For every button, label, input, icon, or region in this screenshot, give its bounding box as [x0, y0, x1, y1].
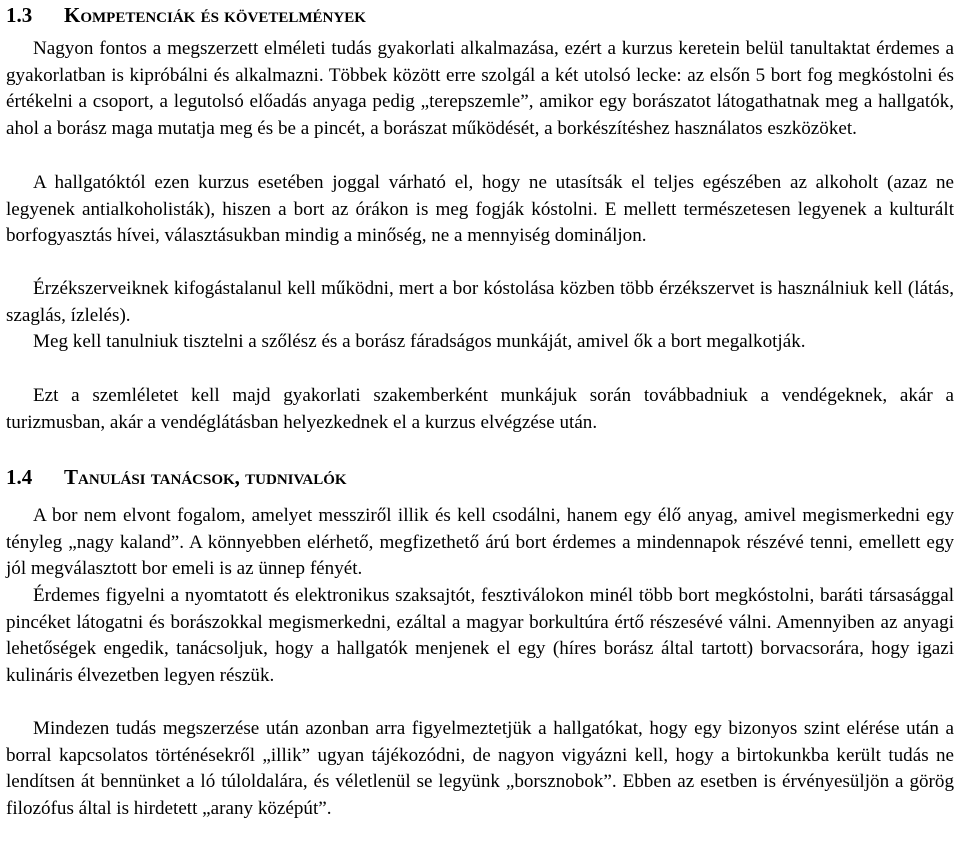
- paragraph: A bor nem elvont fogalom, amelyet messziről illik és kell csodálni, hanem egy élő anyag, amivel megismerkedni egy tényleg „nagy kaland”. A könnyebben elérhető, megfizethető árú bort érdemes a mindennapok részévé tenni, emellett egy jól megválasztott bor emeli is az ünnep fényét.: [6, 505, 954, 580]
- section-heading-1-4: [6, 465, 347, 489]
- section-title: Kompetenciák és követelmények: [64, 3, 366, 27]
- paragraph: Érzékszerveiknek kifogástalanul kell működni, mert a bor kóstolása közben több érzékszervet is használniuk kell (látás, szaglás, ízlelés).: [6, 278, 954, 326]
- paragraph: Meg kell tanulniuk tisztelni a szőlész és a borász fáradságos munkáját, amivel ők a bort megalkotják.: [33, 331, 806, 352]
- paragraph: Mindezen tudás megszerzése után azonban arra figyelmeztetjük a hallgatókat, hogy egy bizonyos szint elérése után a borral kapcsolatos történésekről „illik” ugyan tájékozódni, de nagyon vigyázni kell, hogy a birtokunkba került tudás ne lendítsen át bennünket a ló túloldalára, és véletlenül se legyünk „borsznobok”. Ebben az esetben is érvényesüljön a görög filozófus által is hirdetett „arany középút”.: [6, 718, 954, 820]
- section-title: Tanulási tanácsok, tudnivalók: [64, 465, 347, 489]
- paragraph: Érdemes figyelni a nyomtatott és elektronikus szaksajtót, fesztiválokon minél több bort megkóstolni, baráti társasággal pincéket látogatni és borászokkal megismerkedni, ezáltal a magyar borkultúra értő részesévé válni. Amennyiben az anyagi lehetőségek engedik, tanácsoljuk, hogy a hallgatók menjenek el egy (híres borász által tartott) borvacsorára, hogy igazi kulináris élvezetben legyen részük.: [6, 585, 954, 687]
- section-heading-1-3: [6, 3, 366, 27]
- paragraph: A hallgatóktól ezen kurzus esetében joggal várható el, hogy ne utasítsák el teljes egészében az alkoholt (azaz ne legyenek antialkoholisták), hiszen a bort az órákon is meg fogják kóstolni. E mellett természetesen legyenek a kulturált borfogyasztás hívei, választásukban mindig a minőség, ne a mennyiség domináljon.: [6, 172, 954, 247]
- paragraph: Ezt a szemléletet kell majd gyakorlati szakemberként munkájuk során továbbadniuk a vendégeknek, akár a turizmusban, akár a vendéglátásban helyezkednek el a kurzus elvégzése után.: [6, 385, 954, 433]
- paragraph: Nagyon fontos a megszerzett elméleti tudás gyakorlati alkalmazása, ezért a kurzus keretein belül tanultaktat érdemes a gyakorlatban is kipróbálni és alkalmazni. Többek között erre szolgál a két utolsó lecke: az elsőn 5 bort fog megkóstolni és értékelni a csoport, a legutolsó előadás anyaga pedig „terepszemle”, amikor egy borászatot látogathatnak meg a hallgatók, ahol a borász maga mutatja meg és be a pincét, a borászat működését, a borkészítéshez használatos eszközöket.: [6, 38, 954, 140]
- section-number: 1.4: [6, 465, 33, 489]
- section-number: 1.3: [6, 3, 33, 27]
